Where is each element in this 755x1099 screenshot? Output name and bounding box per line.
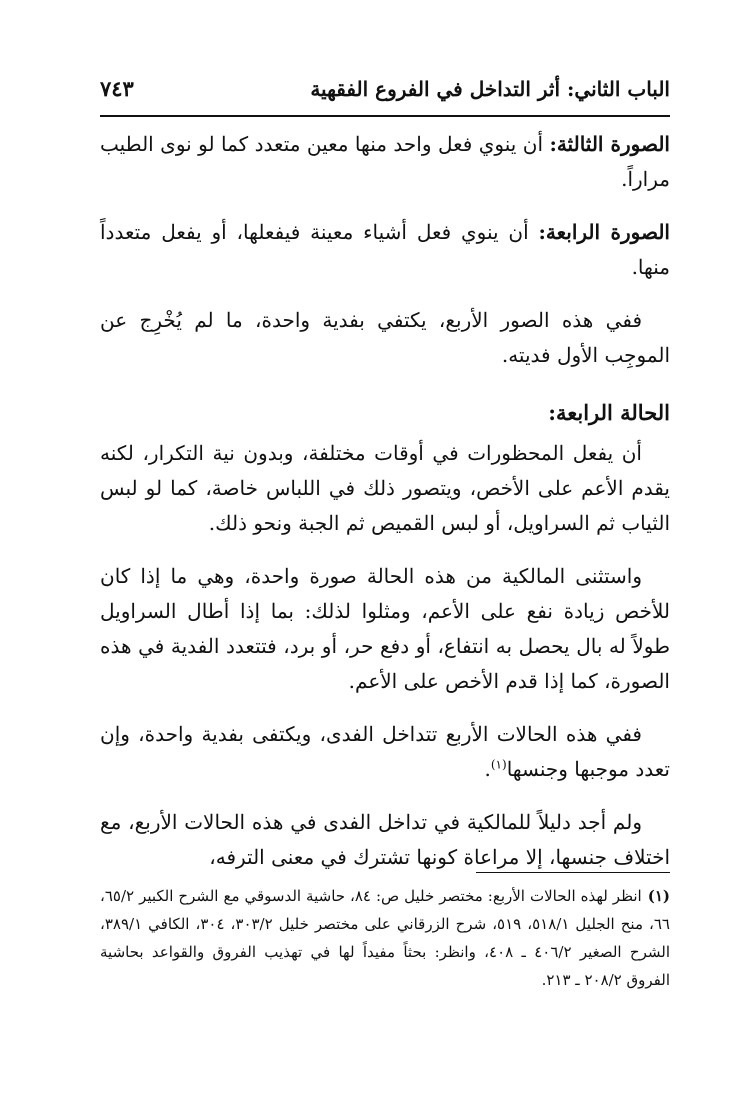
paragraph-summary bbox=[100, 717, 670, 787]
paragraph-exception: واستثنى المالكية من هذه الحالة صورة واحدة، وهي ما إذا كان للأخص زيادة نفع على الأعم، ومثلوا لذلك: بما إذا أطال السراويل طولاً له بال يحصل به انتفاع، أو دفع حر، أو برد، فتتعدد الفدية في هذه الصورة، كما إذا قدم الأخص على الأعم. bbox=[100, 564, 670, 693]
summary-end: . bbox=[484, 757, 491, 781]
summary-text: ففي هذه الحالات الأربع تتداخل الفدى، ويكتفى بفدية واحدة، وإن تعدد موجبها وجنسها bbox=[100, 722, 670, 781]
header-divider bbox=[100, 115, 670, 117]
form-3-label: الصورة الثالثة: bbox=[549, 132, 670, 156]
page-number: ٧٤٣ bbox=[100, 76, 134, 101]
paragraph-case-4: أن يفعل المحظورات في أوقات مختلفة، وبدون نية التكرار، لكنه يقدم الأعم على الأخص، ويتصور ذلك في اللباس خاصة، كما لو لبس الثياب ثم السراويل، أو لبس القميص ثم الجبة ونحو ذلك. bbox=[100, 441, 670, 535]
paragraph-conclusion: ففي هذه الصور الأربع، يكتفي بفدية واحدة، ما لم يُخْرِج عن الموجِب الأول فديته. bbox=[100, 308, 670, 367]
paragraph-form-3 bbox=[100, 127, 670, 197]
main-text bbox=[100, 127, 670, 893]
form-3-text: أن ينوي فعل واحد منها معين متعدد كما لو نوى الطيب مراراً. bbox=[100, 132, 670, 191]
paragraph-evidence: ولم أجد دليلاً للمالكية في تداخل الفدى في هذه الحالات الأربع، مع اختلاف جنسها، إلا مراعاة كونها تشترك في معنى الترفه، bbox=[100, 810, 670, 869]
form-4-text: أن ينوي فعل أشياء معينة فيفعلها، أو يفعل متعدداً منها. bbox=[100, 220, 670, 279]
footnote-divider bbox=[476, 872, 670, 873]
paragraph-form-4 bbox=[100, 215, 670, 285]
footnote bbox=[100, 882, 670, 994]
form-4-label: الصورة الرابعة: bbox=[538, 220, 670, 244]
section-heading: الحالة الرابعة: bbox=[548, 400, 670, 425]
chapter-title: الباب الثاني: أثر التداخل في الفروع الفقهية bbox=[310, 77, 670, 101]
footnote-text: انظر لهذه الحالات الأربع: مختصر خليل ص: ٨٤، حاشية الدسوقي مع الشرح الكبير ٦٥/٢، ٦٦، منح الجليل ٥١٨/١، ٥١٩، شرح الزرقاني على مختصر خليل ٣٠٣/٢، ٣٠٤، الكافي ٣٨٩/١، الشرح الصغير ٤٠٦/٢ ـ ٤٠٨، وانظر: بحثاً مفيداً لها في تهذيب الفروق والقواعد بحاشية الفروق ٢٠٨/٢ ـ ٢١٣. bbox=[100, 887, 670, 989]
running-header bbox=[100, 76, 670, 101]
footnote-marker: (١) bbox=[647, 887, 671, 905]
footnote-reference[interactable]: (١) bbox=[490, 757, 507, 772]
